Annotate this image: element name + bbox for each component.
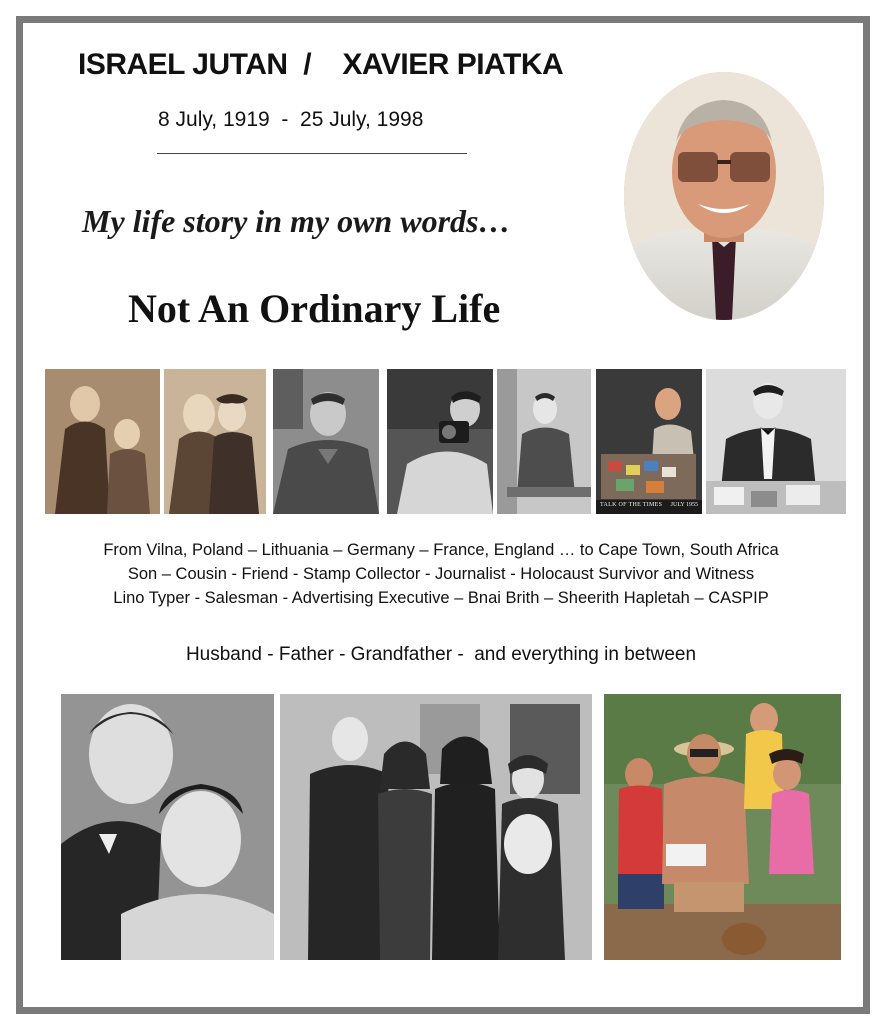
talk-of-the-times-caption: TALK OF THE TIMES bbox=[600, 502, 663, 508]
talk-of-the-times-date: JULY 1955 bbox=[670, 502, 698, 508]
portrait-photo bbox=[624, 72, 824, 320]
photo-soldier bbox=[273, 369, 379, 514]
photo-man-in-bowtie bbox=[706, 369, 846, 514]
photo-stamp-collector bbox=[596, 369, 702, 514]
photo-family-group bbox=[280, 694, 592, 960]
life-description bbox=[0, 538, 882, 610]
photo-mother-and-child bbox=[45, 369, 160, 514]
description-line-1: From Vilna, Poland – Lithuania – Germany – France, England … to Cape Town, South Africa bbox=[103, 541, 779, 559]
photo-photographer-camera bbox=[387, 369, 493, 514]
tagline: My life story in my own words… bbox=[82, 203, 511, 239]
description-line-2: Son – Cousin - Friend - Stamp Collector - Journalist - Holocaust Survivor and Witness bbox=[127, 565, 755, 583]
photo-man-at-desk bbox=[497, 369, 591, 514]
family-roles: Husband - Father - Grandfather - and everything in between bbox=[185, 644, 697, 665]
life-dates: 8 July, 1919 - 25 July, 1998 bbox=[158, 108, 424, 131]
divider-line bbox=[157, 153, 467, 154]
subject-names: ISRAEL JUTAN / XAVIER PIATKA bbox=[78, 48, 564, 81]
description-line-3: Lino Typer - Salesman - Advertising Executive – Bnai Brith – Sheerith Hapletah – CASPIP bbox=[113, 589, 769, 607]
photo-couple bbox=[61, 694, 274, 960]
book-title: Not An Ordinary Life bbox=[128, 286, 501, 331]
photo-child-portrait bbox=[164, 369, 266, 514]
photo-grandfather-with-grandchildren bbox=[604, 694, 841, 960]
